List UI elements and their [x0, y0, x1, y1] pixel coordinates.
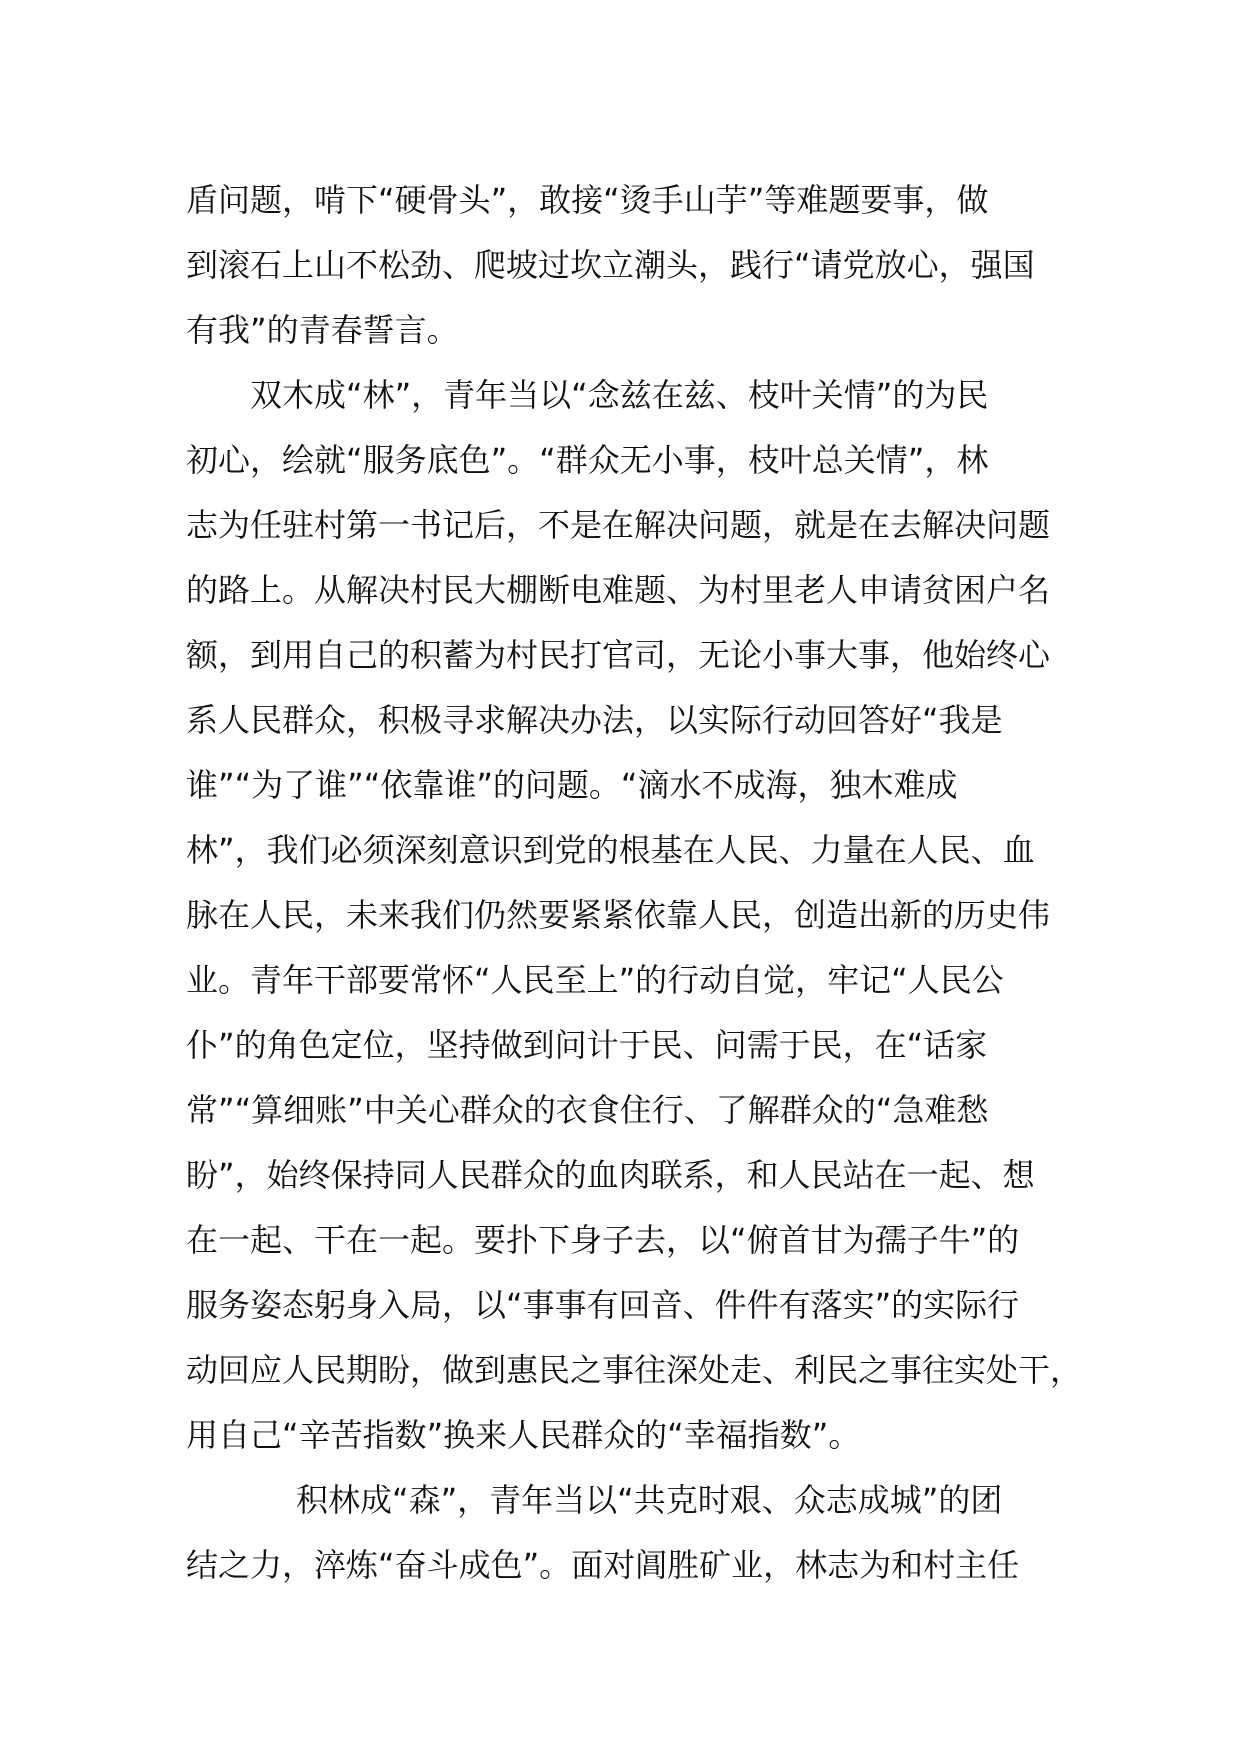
text-line: 服务姿态躬身入局，以“事事有回音、件件有落实”的实际行 [186, 1286, 1020, 1324]
text-line: 脉在人民，未来我们仍然要紧紧依靠人民，创造出新的历史伟 [186, 896, 1051, 934]
text-line: 结之力，淬炼“奋斗成色”。面对阊胜矿业，林志为和村主任 [186, 1546, 1020, 1584]
text-line: 在一起、干在一起。要扑下身子去，以“俯首甘为孺子牛”的 [186, 1221, 1020, 1259]
text-line: 用自己“辛苦指数”换来人民群众的“幸福指数”。 [186, 1416, 861, 1454]
text-line: 林”，我们必须深刻意识到党的根基在人民、力量在人民、血 [186, 831, 1035, 869]
paragraph-start-line: 积林成“森”，青年当以“共克时艰、众志成城”的团 [296, 1481, 1003, 1519]
text-line: 业。青年干部要常怀“人民至上”的行动自觉，牢记“人民公 [186, 961, 1004, 999]
text-line: 额，到用自己的积蓄为村民打官司，无论小事大事，他始终心 [186, 636, 1051, 674]
text-line: 盼”，始终保持同人民群众的血肉联系，和人民站在一起、想 [186, 1156, 1035, 1194]
text-line: 有我”的青春誓言。 [186, 311, 459, 349]
text-line: 的路上。从解决村民大棚断电难题、为村里老人申请贫困户名 [186, 571, 1051, 609]
text-line: 初心，绘就“服务底色”。“群众无小事，枝叶总关情”，林 [186, 441, 989, 479]
text-line: 盾问题，啃下“硬骨头”，敢接“烫手山芋”等难题要事，做 [186, 181, 989, 219]
paragraph-start-line: 双木成“林”，青年当以“念兹在兹、枝叶关情”的为民 [250, 376, 989, 414]
text-line: 常”“算细账”中关心群众的衣食住行、了解群众的“急难愁 [186, 1091, 989, 1129]
text-line: 仆”的角色定位，坚持做到问计于民、问需于民，在“话家 [186, 1026, 988, 1064]
text-line: 系人民群众，积极寻求解决办法，以实际行动回答好“我是 [186, 701, 1003, 739]
text-line: 志为任驻村第一书记后，不是在解决问题，就是在去解决问题 [186, 506, 1051, 544]
body-text [186, 168, 1086, 1598]
text-line: 到滚石上山不松劲、爬坡过坎立潮头，践行“请党放心，强国 [186, 246, 1035, 284]
text-line: 谁”“为了谁”“依靠谁”的问题。“滴水不成海，独木难成 [186, 766, 958, 804]
text-line: 动回应人民期盼，做到惠民之事往深处走、利民之事往实处干， [186, 1351, 1083, 1389]
